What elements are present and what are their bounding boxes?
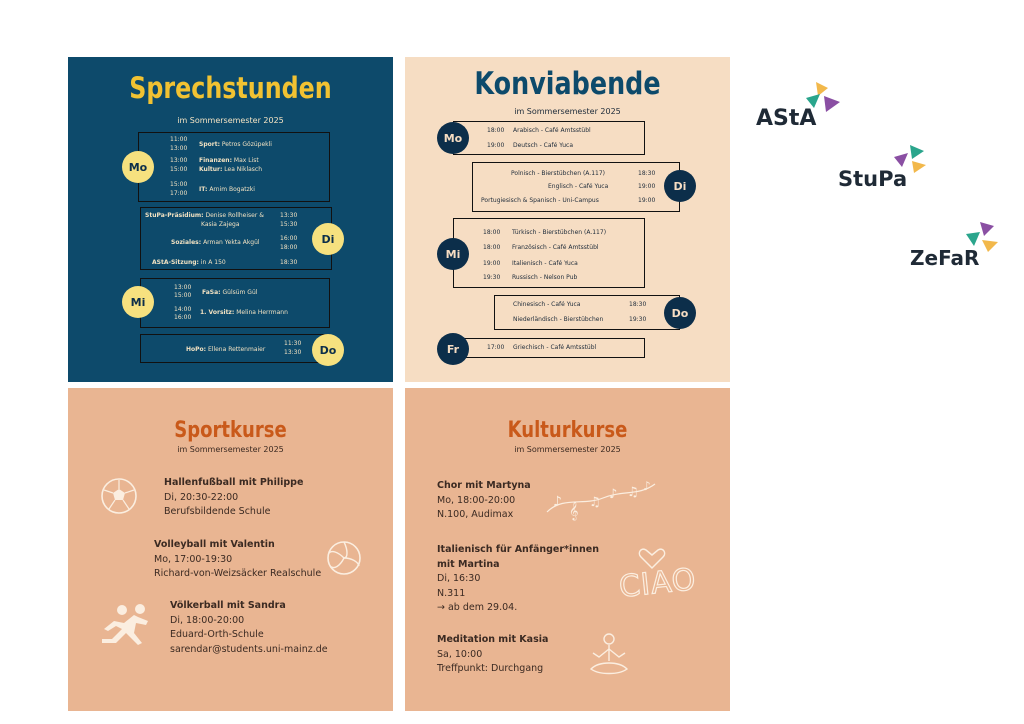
sprechstunden-title: Sprechstunden: [129, 71, 332, 105]
di-soziales-time2: 18:00: [280, 244, 298, 251]
konvi-di-time-1: 18:30: [638, 170, 656, 177]
sport-course-2-place: Richard-von-Weizsäcker Realschule: [154, 568, 322, 579]
day-circle-do: Do: [312, 334, 344, 366]
kultur-course-1-name: Chor mit Martyna: [437, 480, 531, 491]
sport-course-3-place: Eduard-Orth-Schule: [170, 629, 264, 640]
svg-text:♪: ♪: [643, 479, 651, 493]
sport-course-3-name: Völkerball mit Sandra: [170, 600, 286, 611]
ciao-icon-text: CIAO: [617, 562, 699, 605]
day-circle-mi: Mi: [122, 286, 154, 318]
mo-sport-time2: 13:00: [170, 145, 188, 152]
sprechstunden-subtitle: im Sommersemester 2025: [177, 116, 284, 125]
konvi-di-entry-1: Polnisch - Bierstübchen (A.117): [511, 170, 605, 177]
mi-vorsitz-time1: 14:00: [174, 306, 192, 313]
sport-course-2-time: Mo, 17:00-19:30: [154, 553, 233, 565]
kultur-course-3-name: Meditation mit Kasia: [437, 634, 549, 645]
konvi-di-entry-3: Portugiesisch & Spanisch - Uni-Campus: [481, 197, 599, 204]
zefar-logo-triangles: [966, 220, 1006, 256]
sport-course-1-time: Di, 20:30-22:00: [164, 491, 239, 503]
meditation-icon: [585, 631, 633, 679]
konvi-di-time-2: 19:00: [638, 183, 656, 190]
sportkurse-panel: [68, 388, 393, 711]
do-hopo-entry: HoPo: Ellena Rettenmaier: [186, 346, 266, 353]
kultur-course-2-name2: mit Martina: [437, 558, 500, 570]
kultur-course-1: [437, 479, 531, 523]
di-asta-sitzung-entry: AStA-Sitzung: in A 150: [152, 259, 226, 266]
konvi-mi-entry-1: Türkisch - Bierstübchen (A.117): [512, 229, 607, 236]
sport-course-1: [164, 476, 303, 520]
mo-fin-time1: 13:00: [170, 157, 188, 164]
konvi-mi-time-2: 18:00: [483, 244, 501, 251]
konvi-mi-entry-2: Französisch - Café Amtsstübl: [512, 244, 599, 251]
di-praesidium-time2: 15:30: [280, 221, 298, 228]
do-hopo-time1: 11:30: [284, 340, 302, 347]
mo-it-time1: 15:00: [170, 181, 188, 188]
sportkurse-title: Sportkurse: [174, 418, 287, 443]
kultur-course-2-name: Italienisch für Anfänger*innen: [437, 544, 600, 555]
mi-vorsitz-entry: 1. Vorsitz: Melina Herrmann: [200, 309, 288, 316]
ciao-icon: [619, 548, 699, 604]
zefar-logo: [910, 220, 1010, 272]
stupa-logo: [838, 143, 933, 195]
mi-fasa-time1: 13:00: [174, 284, 192, 291]
kulturkurse-title: Kulturkurse: [507, 418, 628, 443]
mi-fasa-entry: FaSa: Gülsüm Gül: [202, 289, 258, 296]
mo-finanzen-entry: Finanzen: Max List: [199, 157, 259, 164]
do-hopo-time2: 13:30: [284, 349, 302, 356]
di-praesidium-entry: StuPa-Präsidium: Denise Rollheiser &: [145, 212, 264, 219]
asta-logo-triangles: [806, 80, 846, 116]
sport-course-1-place: Berufsbildende Schule: [164, 506, 271, 517]
sport-course-3: [170, 599, 328, 657]
asta-logo-text: AStA: [756, 106, 817, 131]
konvi-mo-entry-1: Arabisch - Café Amtsstübl: [513, 127, 591, 134]
konvi-mi-entry-3: Italienisch - Café Yuca: [512, 260, 578, 267]
konvi-mi-entry-4: Russisch - Nelson Pub: [512, 274, 578, 281]
svg-text:♫: ♫: [589, 495, 601, 510]
mi-fasa-time2: 15:00: [174, 292, 192, 299]
konvi-do-time-2: 19:30: [629, 316, 647, 323]
sprechstunden-panel: [68, 57, 393, 382]
konvi-mi-time-1: 18:00: [483, 229, 501, 236]
di-praesidium-entry2: Kasia Zajega: [201, 221, 240, 228]
mo-it-entry: IT: Arnim Bogatzki: [199, 186, 255, 193]
konviabende-subtitle: im Sommersemester 2025: [514, 107, 621, 116]
konvi-day-circle-do: Do: [664, 297, 696, 329]
di-soziales-time1: 16:00: [280, 235, 298, 242]
kultur-course-1-time: Mo, 18:00-20:00: [437, 494, 516, 506]
svg-text:♪: ♪: [553, 494, 562, 510]
konvi-di-time-3: 19:00: [638, 197, 656, 204]
konvi-mo-entry-2: Deutsch - Café Yuca: [513, 142, 574, 149]
mo-it-time2: 17:00: [170, 190, 188, 197]
sport-course-1-name: Hallenfußball mit Philippe: [164, 477, 304, 488]
stupa-logo-triangles: [894, 143, 934, 179]
sprechstunden-mi-box: [140, 278, 330, 328]
day-circle-mo: Mo: [122, 151, 154, 183]
konvi-day-circle-mo: Mo: [437, 122, 469, 154]
konvi-do-entry-1: Chinesisch - Café Yuca: [513, 301, 581, 308]
volleyball-icon: [326, 540, 362, 576]
mo-fin-time2: 15:00: [170, 166, 188, 173]
music-notes-icon: [543, 476, 659, 524]
konvi-do-time-1: 18:30: [629, 301, 647, 308]
kultur-course-3-place: Treffpunkt: Durchgang: [437, 663, 544, 674]
konvi-mi-time-4: 19:30: [483, 274, 501, 281]
kultur-course-3-time: Sa, 10:00: [437, 648, 483, 660]
mo-kultur-entry: Kultur: Lea Niklasch: [199, 166, 263, 173]
kulturkurse-subtitle: im Sommersemester 2025: [514, 445, 621, 454]
sport-course-2: [154, 538, 321, 582]
svg-text:𝄞: 𝄞: [569, 501, 579, 520]
kultur-course-1-place: N.100, Audimax: [437, 509, 514, 520]
sport-course-3-email: sarendar@students.uni-mainz.de: [170, 643, 328, 655]
mo-sport-entry: Sport: Petros Gözüpekli: [199, 141, 272, 148]
konvi-day-circle-fr: Fr: [437, 333, 469, 365]
stupa-logo-text: StuPa: [838, 167, 908, 191]
konviabende-panel: [405, 57, 730, 382]
konvi-mi-time-3: 19:00: [483, 260, 501, 267]
kultur-course-2: [437, 543, 599, 616]
sport-course-2-name: Volleyball mit Valentin: [154, 539, 275, 550]
kultur-course-2-note: → ab dem 29.04.: [437, 602, 518, 613]
kulturkurse-panel: [405, 388, 730, 711]
konvi-mo-time-2: 19:00: [487, 142, 505, 149]
soccer-ball-icon: [100, 477, 138, 515]
konviabende-title: Konviabende: [474, 66, 661, 102]
svg-text:♫: ♫: [627, 485, 639, 500]
sportkurse-subtitle: im Sommersemester 2025: [177, 445, 284, 454]
mi-vorsitz-time2: 16:00: [174, 314, 192, 321]
day-circle-di: Di: [312, 223, 344, 255]
kultur-course-3: [437, 633, 548, 677]
sport-course-3-time: Di, 18:00-20:00: [170, 614, 245, 626]
konvi-mo-time-1: 18:00: [487, 127, 505, 134]
asta-logo: [756, 80, 846, 132]
zefar-logo-text: ZeFaR: [910, 246, 980, 270]
di-asta-sitzung-time: 18:30: [280, 259, 298, 266]
konvi-fr-entry-1: Griechisch - Café Amtsstübl: [513, 344, 597, 351]
svg-text:♪: ♪: [609, 487, 618, 502]
di-praesidium-time1: 13:30: [280, 212, 298, 219]
kultur-course-2-time: Di, 16:30: [437, 573, 481, 584]
konvi-di-entry-2: Englisch - Café Yuca: [548, 183, 609, 190]
di-soziales-entry: Soziales: Arman Yekta Akgül: [171, 239, 260, 246]
konvi-fr-time-1: 17:00: [487, 344, 505, 351]
konvi-day-circle-mi: Mi: [437, 238, 469, 270]
mo-sport-time1: 11:00: [170, 136, 188, 143]
konvi-do-entry-2: Niederländisch - Bierstübchen: [513, 316, 604, 323]
dodgeball-player-icon: [98, 603, 156, 647]
kultur-course-2-place: N.311: [437, 587, 466, 599]
konvi-day-circle-di: Di: [664, 170, 696, 202]
